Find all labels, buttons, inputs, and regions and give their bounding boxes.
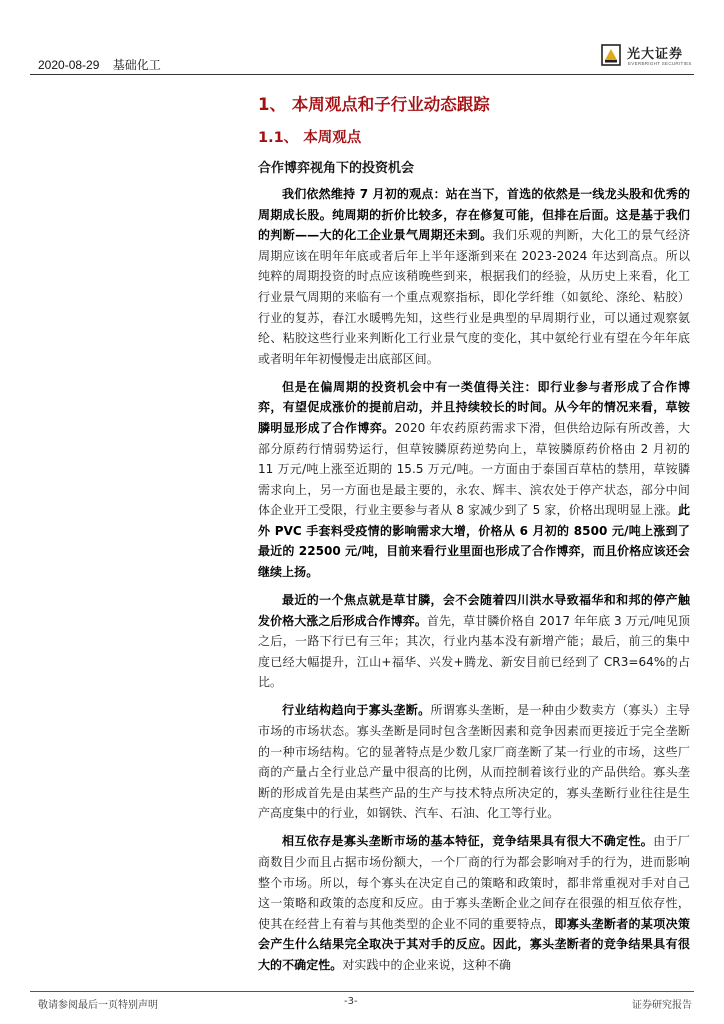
report-date: 2020-08-29: [38, 58, 100, 72]
bold-text-run: 我们依然维持 7 月初的观点：站在当下，首选的依然是一线龙头股和优秀的周期成长股。纯周期的折价比较多，存在修复可能，但排在后面。这是基于我们的判断——大的化工企业景气周期还未到。: [258, 187, 690, 243]
bold-text-run: 相互依存是寡头垄断市场的基本特征，竞争结果具有很大不确定性。: [282, 834, 654, 849]
company-logo: [601, 40, 693, 72]
text-run: 首先，草甘膦价格自 2017 年年底 3 万元/吨见顶之后，一路下行已有三年；其次，行业内基本没有新增产能；最后，前三的集中度已经大幅提升，江山+福华、兴发+腾龙、新安目前已经到了 CR3=64%的占比。: [258, 613, 690, 690]
body-paragraph: [258, 184, 690, 369]
logo-mark-icon: [601, 44, 621, 66]
text-run: 对实践中的企业来说，这种不确: [342, 957, 512, 972]
sector-name: 基础化工: [112, 58, 161, 72]
subsection-title: 1.1、 本周观点: [258, 130, 362, 146]
bold-text-run: 但是在偏周期的投资机会中有一类值得关注：即行业参与者形成了合作博弈，有望促成涨价的提前启动，并且持续较长的时间。从今年的情况来看，草铵膦明显形成了合作博弈。: [258, 379, 690, 435]
section-title: 1、 本周观点和子行业动态跟踪: [258, 95, 490, 114]
bold-text-run: 即寡头垄断者的某项决策会产生什么结果完全取决于其对手的反应。因此，寡头垄断者的竞争结果具有很大的不确定性。: [258, 916, 690, 972]
body-paragraph: [258, 590, 690, 693]
bold-text-run: 此外 PVC 手套料受疫情的影响需求大增，价格从 6 月初的 8500 元/吨上涨到了最近的 22500 元/吨，目前来看行业里面也形成了合作博弈，而且价格应该还会继续上扬。: [258, 503, 690, 580]
text-run: 我们乐观的判断，大化工的景气经济周期应该在明年年底或者后年上半年逐渐到来在 2023-2024 年达到高点。所以纯粹的周期投资的时点应该稍晚些到来，根据我们的经验，从历史上来看，化工行业景气周期的来临有一个重点观察指标，即化学纤维（如氨纶、涤纶、粘胶）行业的复苏，春江水暖鸭先知，这些行业是典型的早周期行业，可以通过观察氨纶、粘胶这些行业来判断化工行业景气度的变化，其中氨纶行业有望在今年年底或者明年年初慢慢走出底部区间。: [258, 228, 691, 366]
body-paragraph: [258, 377, 690, 583]
page-number: -3-: [344, 996, 358, 1007]
footer-divider: [30, 991, 694, 992]
topic-title: 合作博弈视角下的投资机会: [258, 161, 415, 176]
bold-text-run: 行业结构趋向于寡头垄断。: [282, 703, 431, 718]
body-paragraphs: [258, 184, 690, 976]
logo-text-cn: 光大证券: [627, 47, 684, 62]
body-paragraph: [258, 700, 690, 824]
text-run: 由于厂商数目少而且占据市场份额大，一个厂商的行为都会影响对手的行为，进而影响整个市场。所以，每个寡头在决定自己的策略和政策时，都非常重视对手对自己这一策略和政策的态度和反应。由于寡头垄断企业之间存在很强的相互依存性，使其在经营上有着与其他类型的企业不同的重要特点，: [258, 834, 690, 931]
report-type: 证券研究报告: [632, 1000, 692, 1011]
text-run: 所谓寡头垄断，是一种由少数卖方（寡头）主导市场的市场状态。寡头垄断是同时包含垄断因素和竞争因素而更接近于完全垄断的一种市场结构。它的显著特点是少数几家厂商垄断了某一行业的市场，这些厂商的产量占全行业总产量中很高的比例，从而控制着该行业的产品供给。寡头垄断的形成首先是由某些产品的生产与技术特点所决定的，寡头垄断行业往往是生产高度集中的行业，如钢铁、汽车、石油、化工等行业。: [258, 703, 690, 821]
page-header: [0, 0, 724, 78]
header-divider: [30, 74, 694, 75]
main-content: [258, 88, 690, 983]
bold-text-run: 最近的一个焦点就是草甘膦，会不会随着四川洪水导致福华和和邦的停产触发价格大涨之后形成合作博弈。: [258, 593, 690, 628]
text-run: 2020 年农药原药需求下滑，但供给边际有所改善，大部分原药行情弱势运行，但草铵膦原药逆势向上，草铵膦原药价格由 2 月初的 11 万元/吨上涨至近期的 15.5 万元/吨。一方面由于泰国百草枯的禁用，草铵膦需求向上，另一方面也是最主要的，永农、辉丰、滨农处于停产状态，部分中间体企业开工受限，行业主要参与者从 8 家减少到了 5 家，价格出现明显上涨。: [258, 420, 690, 518]
footer-disclaimer: 敬请参阅最后一页特别声明: [38, 1000, 158, 1011]
logo-text-en: EVERBRIGHT SECURITIES: [628, 61, 692, 66]
body-paragraph: [258, 831, 690, 975]
header-meta: [38, 56, 171, 73]
